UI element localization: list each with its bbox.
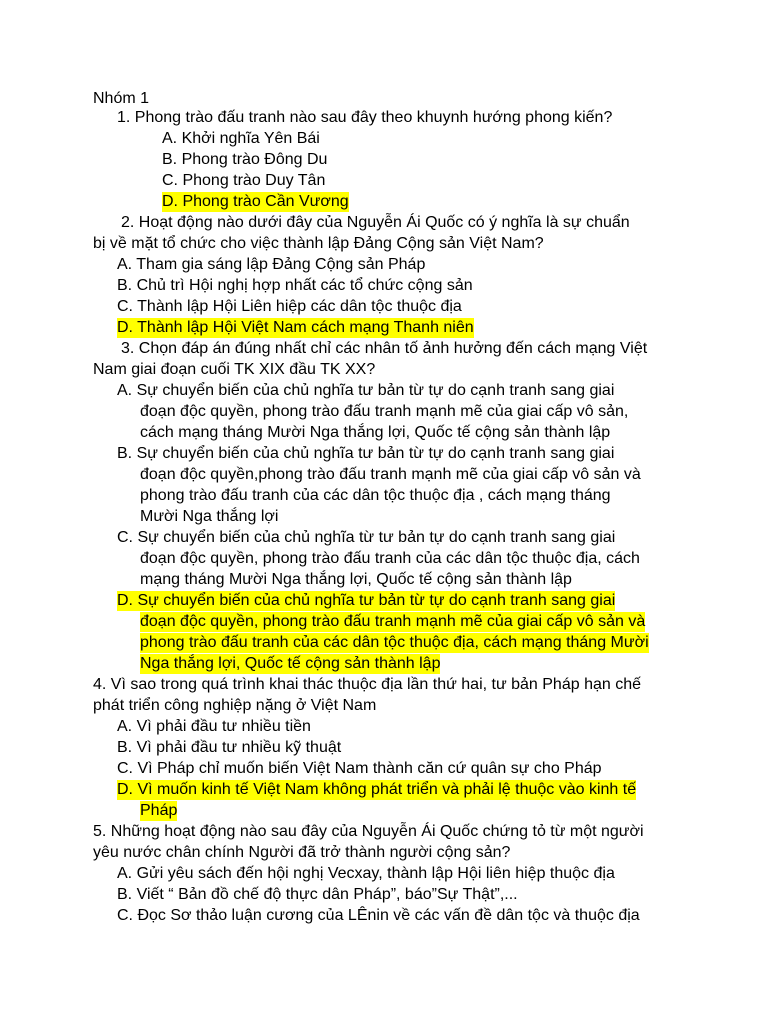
q3-option-a-line3: cách mạng tháng Mười Nga thắng lợi, Quốc tế cộng sản thành lập bbox=[140, 424, 611, 441]
q4-option-a: A. Vì phải đầu tư nhiều tiền bbox=[117, 718, 311, 735]
q3-stem-line1: 3. Chọn đáp án đúng nhất chỉ các nhân tố ảnh hưởng đến cách mạng Việt bbox=[121, 340, 648, 357]
q1-option-a: A. Khởi nghĩa Yên Bái bbox=[162, 130, 320, 147]
q4-option-b: B. Vì phải đầu tư nhiều kỹ thuật bbox=[117, 739, 342, 756]
q5-option-b: B. Viết “ Bản đồ chế độ thực dân Pháp”, báo”Sự Thật”,... bbox=[117, 886, 518, 903]
group-heading: Nhóm 1 bbox=[93, 90, 150, 107]
q3-option-d-answer-line4: Nga thắng lợi, Quốc tế cộng sản thành lập bbox=[140, 655, 441, 672]
q4-option-c: C. Vì Pháp chỉ muốn biến Việt Nam thành căn cứ quân sự cho Pháp bbox=[117, 760, 602, 777]
q4-stem-line2: phát triển công nghiệp nặng ở Việt Nam bbox=[93, 697, 377, 714]
q3-option-c-line1: C. Sự chuyển biến của chủ nghĩa từ tư bản tự do cạnh tranh sang giai bbox=[117, 529, 616, 546]
q3-option-b-line1: B. Sự chuyển biến của chủ nghĩa tư bản từ tự do cạnh tranh sang giai bbox=[117, 445, 615, 462]
q3-option-a-line2: đoạn độc quyền, phong trào đấu tranh mạnh mẽ của giai cấp vô sản, bbox=[140, 403, 629, 420]
q5-option-a: A. Gửi yêu sách đến hội nghị Vecxay, thành lập Hội liên hiệp thuộc địa bbox=[117, 865, 615, 882]
q1-option-d-answer: D. Phong trào Cần Vương bbox=[162, 193, 349, 210]
q1-stem: 1. Phong trào đấu tranh nào sau đây theo khuynh hướng phong kiến? bbox=[117, 109, 613, 126]
q3-option-b-line2: đoạn độc quyền,phong trào đấu tranh mạnh mẽ của giai cấp vô sản và bbox=[140, 466, 641, 483]
q4-option-d-answer-line1: D. Vì muốn kinh tế Việt Nam không phát triển và phải lệ thuộc vào kinh tế bbox=[117, 781, 637, 798]
q3-option-b-line3: phong trào đấu tranh của các dân tộc thuộc địa , cách mạng tháng bbox=[140, 487, 611, 504]
q3-option-d-answer-line1: D. Sự chuyển biến của chủ nghĩa tư bản từ tự do cạnh tranh sang giai bbox=[117, 592, 616, 609]
q3-option-c-line3: mạng tháng Mười Nga thắng lợi, Quốc tế cộng sản thành lập bbox=[140, 571, 572, 588]
q2-option-b: B. Chủ trì Hội nghị hợp nhất các tổ chức cộng sản bbox=[117, 277, 473, 294]
q3-option-d-answer-line3: phong trào đấu tranh của các dân tộc thuộc địa, cách mạng tháng Mười bbox=[140, 634, 649, 651]
q3-option-c-line2: đoạn độc quyền, phong trào đấu tranh của các dân tộc thuộc địa, cách bbox=[140, 550, 640, 567]
q1-option-b: B. Phong trào Đông Du bbox=[162, 151, 328, 168]
q1-option-c: C. Phong trào Duy Tân bbox=[162, 172, 326, 189]
q3-option-b-line4: Mười Nga thắng lợi bbox=[140, 508, 279, 525]
q5-option-c: C. Đọc Sơ thảo luận cương của LÊnin về các vấn đề dân tộc và thuộc địa bbox=[117, 907, 640, 924]
q5-stem-line2: yêu nước chân chính Người đã trở thành người cộng sản? bbox=[93, 844, 511, 861]
q4-stem-line1: 4. Vì sao trong quá trình khai thác thuộc địa lần thứ hai, tư bản Pháp hạn chế bbox=[93, 676, 642, 693]
q3-stem-line2: Nam giai đoạn cuối TK XIX đầu TK XX? bbox=[93, 361, 376, 378]
q2-option-d-answer: D. Thành lập Hội Việt Nam cách mạng Thanh niên bbox=[117, 319, 474, 336]
q3-option-a-line1: A. Sự chuyển biến của chủ nghĩa tư bản từ tự do cạnh tranh sang giai bbox=[117, 382, 615, 399]
q5-stem-line1: 5. Những hoạt động nào sau đây của Nguyễn Ái Quốc chứng tỏ từ một người bbox=[93, 823, 644, 840]
q2-option-a: A. Tham gia sáng lập Đảng Cộng sản Pháp bbox=[117, 256, 426, 273]
q2-stem-line2: bị về mặt tổ chức cho việc thành lập Đảng Cộng sản Việt Nam? bbox=[93, 235, 544, 252]
q4-option-d-answer-line2: Pháp bbox=[140, 802, 178, 819]
q2-stem-line1: 2. Hoạt động nào dưới đây của Nguyễn Ái Quốc có ý nghĩa là sự chuẩn bbox=[121, 214, 630, 231]
q3-option-d-answer-line2: đoạn độc quyền, phong trào đấu tranh mạnh mẽ của giai cấp vô sản và bbox=[140, 613, 646, 630]
q2-option-c: C. Thành lập Hội Liên hiệp các dân tộc thuộc địa bbox=[117, 298, 462, 315]
